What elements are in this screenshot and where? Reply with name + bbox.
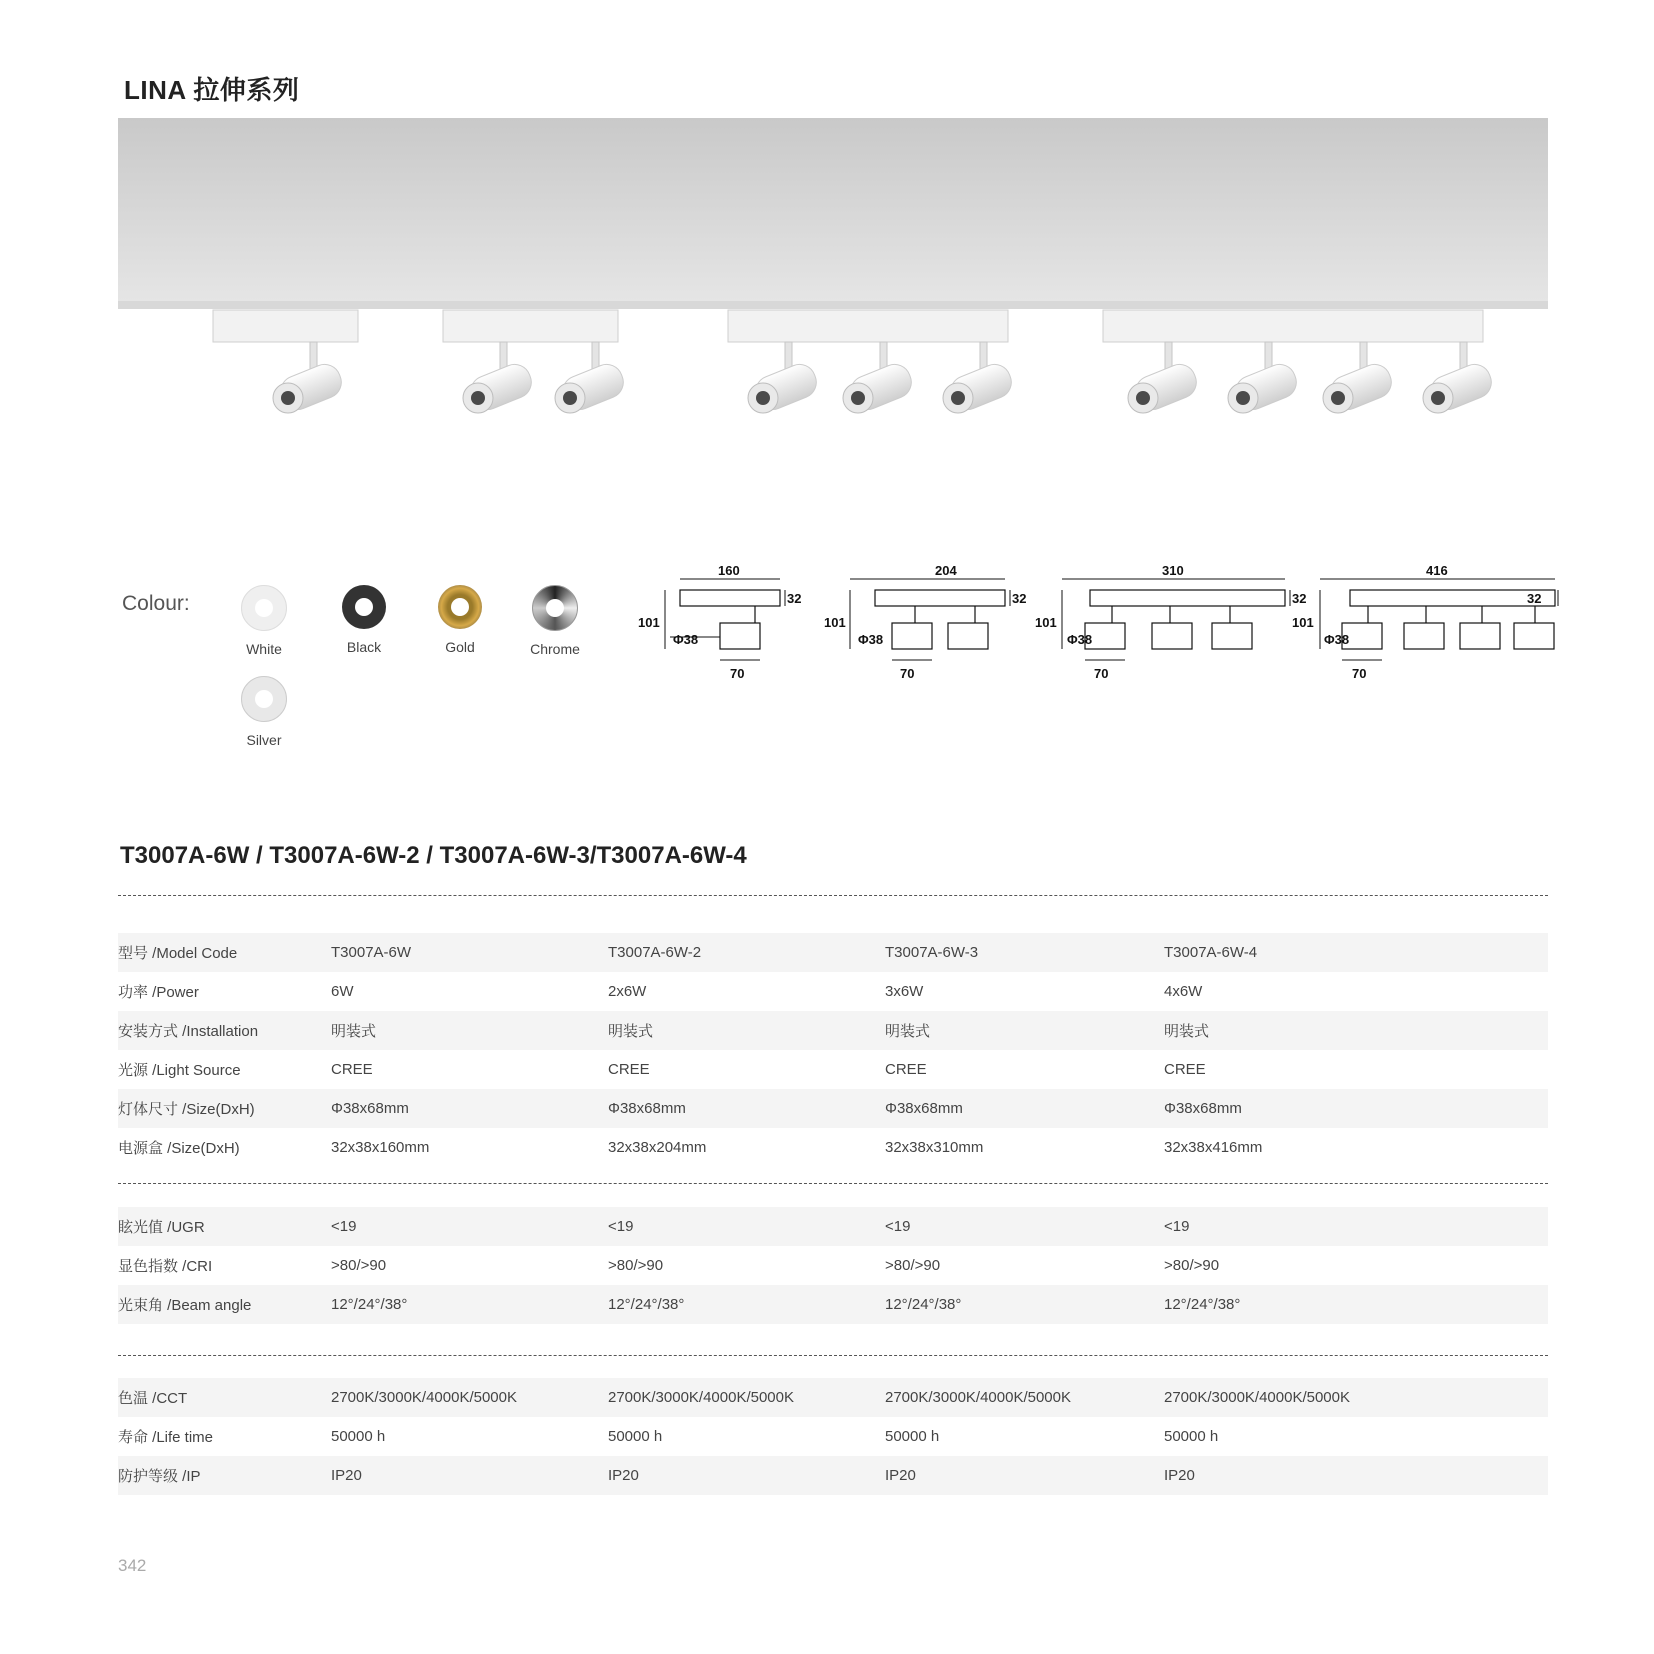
spec-label: 光束角 /Beam angle [118,1297,252,1314]
spec-label: 型号 /Model Code [118,945,238,962]
spec-value: 4x6W [1164,983,1203,1000]
drawing-1 [638,565,801,681]
spec-group-3 [118,1378,1548,1495]
spec-row [118,1207,1548,1246]
drawing-4-width: 416 [1426,565,1448,578]
spec-value: T3007A-6W-2 [608,944,702,961]
power-box [213,310,358,342]
spec-value: 2700K/3000K/4000K/5000K [331,1389,517,1406]
swatch-silver: Silver [219,676,309,748]
drawing-1-width: 160 [718,565,740,578]
spec-row [118,1011,1548,1050]
spotlight [843,342,916,414]
drawing-3-body: 70 [1094,666,1109,681]
swatch-gold: Gold [415,585,505,655]
drawing-2-box-h: 32 [1012,591,1027,606]
colour-label: Colour: [122,592,190,615]
drawing-2-height: 101 [824,615,846,630]
drawing-3-width: 310 [1162,565,1184,578]
drawing-4-box-h: 32 [1527,591,1542,606]
drawing-4-dia: Φ38 [1324,632,1350,647]
spec-label: 光源 /Light Source [118,1062,241,1079]
drawing-2-dia: Φ38 [858,632,884,647]
spec-value: >80/>90 [331,1257,387,1274]
drawing-4-height: 101 [1292,615,1314,630]
spec-value: CREE [608,1061,650,1078]
product-hero-image [118,118,1548,428]
spec-value: <19 [331,1218,357,1235]
spec-row [118,1246,1548,1285]
spec-value: <19 [1164,1218,1190,1235]
spotlight [748,342,821,414]
spec-label: 色温 /CCT [118,1390,188,1407]
spec-value: 2700K/3000K/4000K/5000K [885,1389,1071,1406]
swatch-chrome: Chrome [510,585,600,657]
spec-value: 明装式 [608,1023,654,1040]
spec-value: IP20 [885,1467,916,1484]
drawing-2-body: 70 [900,666,915,681]
series-title: LINA 拉伸系列 [124,75,300,105]
spec-value: 32x38x310mm [885,1139,984,1156]
spec-value: 12°/24°/38° [1164,1296,1241,1313]
spec-label: 防护等级 /IP [118,1468,201,1485]
spec-row [118,1378,1548,1417]
power-box [1103,310,1483,342]
spec-value: 2700K/3000K/4000K/5000K [608,1389,794,1406]
spec-value: 12°/24°/38° [331,1296,408,1313]
spec-row [118,1050,1548,1089]
drawing-3-dia: Φ38 [1067,632,1093,647]
spec-value: T3007A-6W-3 [885,944,979,961]
drawing-3 [1035,565,1306,681]
spec-value: IP20 [608,1467,639,1484]
dimension-drawings [630,565,1560,685]
black-finish-icon [342,585,386,629]
spec-value: <19 [885,1218,911,1235]
spec-value: 明装式 [885,1023,931,1040]
drawing-4 [1292,565,1558,681]
power-box [728,310,1008,342]
drawing-4-body: 70 [1352,666,1367,681]
drawing-2 [824,565,1026,681]
spec-value: CREE [331,1061,373,1078]
spec-label: 电源盒 /Size(DxH) [118,1140,240,1157]
drawing-3-box-h: 32 [1292,591,1307,606]
spec-group-1 [118,933,1548,1167]
spec-value: 明装式 [1164,1023,1210,1040]
divider-1 [118,895,1548,896]
drawing-2-width: 204 [935,565,957,578]
spec-value: 2700K/3000K/4000K/5000K [1164,1389,1350,1406]
spec-label: 眩光值 /UGR [118,1219,205,1236]
drawing-1-box-h: 32 [787,591,802,606]
swatch-black: Black [319,585,409,655]
spec-label: 显色指数 /CRI [118,1258,213,1275]
spec-value: T3007A-6W [331,944,412,961]
spec-label: 灯体尺寸 /Size(DxH) [118,1101,255,1118]
spec-row [118,933,1548,972]
spec-value: Φ38x68mm [331,1100,409,1117]
spotlight [943,342,1016,414]
spec-value: 2x6W [608,983,647,1000]
spec-value: CREE [1164,1061,1206,1078]
spec-value: <19 [608,1218,634,1235]
spec-label: 功率 /Power [118,984,199,1001]
divider-2 [118,1183,1548,1184]
spotlight [273,342,346,414]
drawing-1-body: 70 [730,666,745,681]
spotlight [463,342,536,414]
spec-value: Φ38x68mm [608,1100,686,1117]
spec-value: Φ38x68mm [1164,1100,1242,1117]
spec-value: >80/>90 [1164,1257,1220,1274]
spec-row [118,1456,1548,1495]
spotlight [1128,342,1201,414]
swatch-white: White [219,585,309,657]
drawing-3-height: 101 [1035,615,1057,630]
spec-value: 50000 h [1164,1428,1219,1445]
white-finish-icon [241,585,287,631]
spotlight [1228,342,1301,414]
spec-value: 32x38x160mm [331,1139,430,1156]
spotlight [1323,342,1396,414]
spec-group-2 [118,1207,1548,1324]
spec-label: 寿命 /Life time [118,1429,214,1446]
spotlight [555,342,628,414]
spec-value: CREE [885,1061,927,1078]
spotlight [1423,342,1496,414]
spec-row [118,1417,1548,1456]
divider-3 [118,1355,1548,1356]
spec-row [118,1128,1548,1167]
spec-row [118,972,1548,1011]
spec-value: IP20 [331,1467,362,1484]
spec-value: >80/>90 [608,1257,664,1274]
spec-value: >80/>90 [885,1257,941,1274]
spec-value: 50000 h [608,1428,663,1445]
spec-value: 12°/24°/38° [608,1296,685,1313]
gold-finish-icon [438,585,482,629]
model-title: T3007A-6W / T3007A-6W-2 / T3007A-6W-3/T3007A-6W-4 [120,842,747,869]
spec-value: Φ38x68mm [885,1100,963,1117]
spec-row [118,1285,1548,1324]
drawing-1-height: 101 [638,615,660,630]
spec-value: 12°/24°/38° [885,1296,962,1313]
spec-value: 50000 h [885,1428,940,1445]
spec-value: 32x38x204mm [608,1139,707,1156]
spec-value: T3007A-6W-4 [1164,944,1258,961]
spec-label: 安装方式 /Installation [118,1023,259,1040]
spec-row [118,1089,1548,1128]
spec-value: IP20 [1164,1467,1195,1484]
spec-value: 32x38x416mm [1164,1139,1263,1156]
chrome-finish-icon [532,585,578,631]
page-number: 342 [118,1556,147,1575]
drawing-1-dia: Φ38 [673,632,699,647]
spec-value: 6W [331,983,354,1000]
spec-value: 50000 h [331,1428,386,1445]
spec-value: 3x6W [885,983,924,1000]
power-box [443,310,618,342]
silver-finish-icon [241,676,287,722]
spec-value: 明装式 [331,1023,377,1040]
